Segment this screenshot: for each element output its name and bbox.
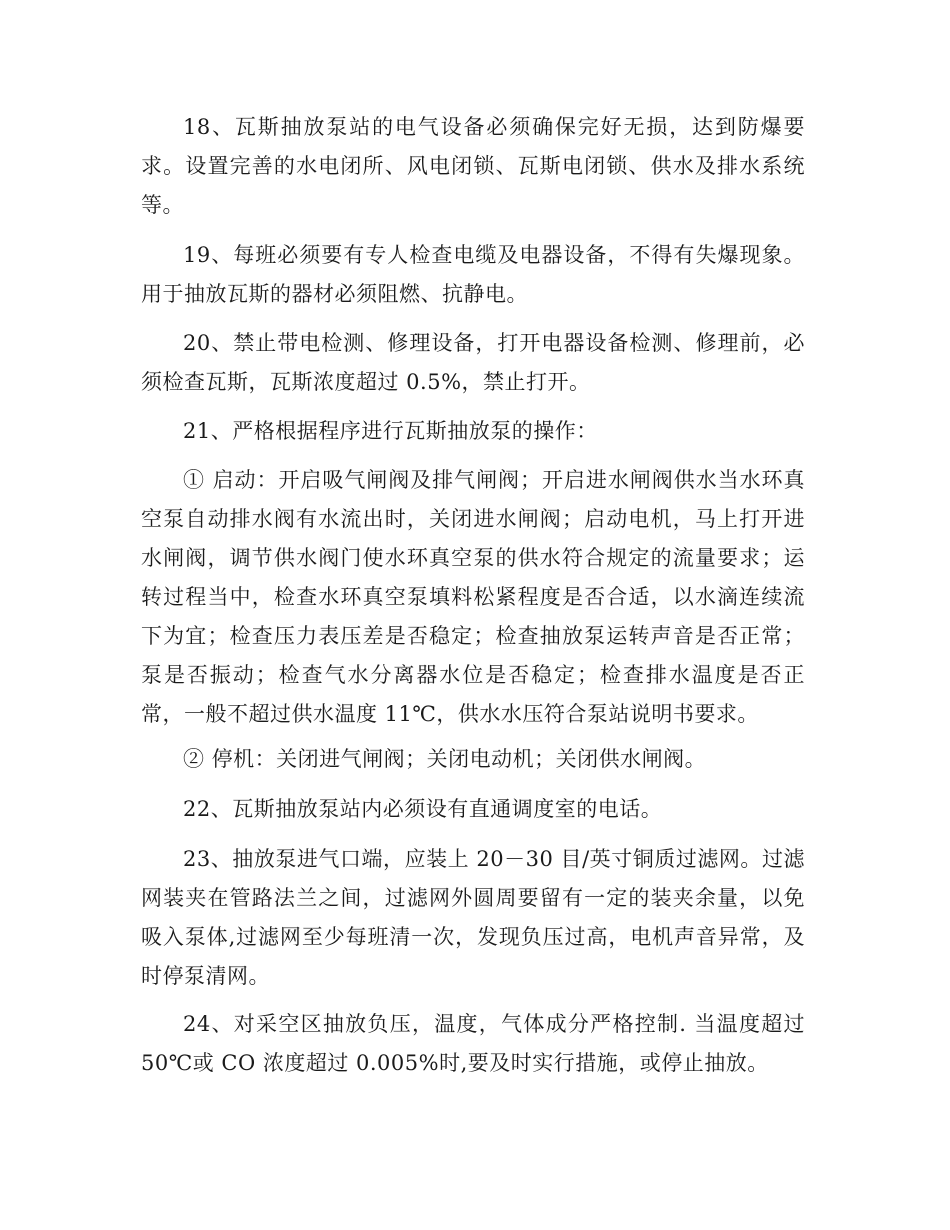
paragraph-item-19: 19、每班必须要有专人检查电缆及电器设备，不得有失爆现象。用于抽放瓦斯的器材必须阻燃、抗静电。 bbox=[141, 243, 805, 306]
paragraph-shutdown-procedure: ② 停机：关闭进气闸阀；关闭电动机；关闭供水闸阀。 bbox=[183, 747, 707, 771]
paragraph-item-23: 23、抽放泵进气口端，应装上 20－30 目/英寸铜质过滤网。过滤网装夹在管路法兰之间，过滤网外圆周要留有一定的装夹余量，以免吸入泵体,过滤网至少每班清一次，发现负压过高，电机声音异常，及时停泵清网。 bbox=[141, 847, 805, 988]
paragraph-item-20: 20、禁止带电检测、修理设备，打开电器设备检测、修理前，必须检查瓦斯，瓦斯浓度超过 0.5%，禁止打开。 bbox=[141, 331, 805, 394]
paragraph-item-22: 22、瓦斯抽放泵站内必须设有直通调度室的电话。 bbox=[183, 797, 663, 821]
paragraph-item-18: 18、瓦斯抽放泵站的电气设备必须确保完好无损，达到防爆要求。设置完善的水电闭所、风电闭锁、瓦斯电闭锁、供水及排水系统等。 bbox=[141, 115, 805, 217]
paragraph-item-24: 24、对采空区抽放负压，温度，气体成分严格控制. 当温度超过 50℃或 CO 浓度超过 0.005%时,要及时实行措施，或停止抽放。 bbox=[141, 1012, 805, 1075]
paragraph-item-21: 21、严格根据程序进行瓦斯抽放泵的操作： bbox=[183, 419, 598, 443]
paragraph-startup-procedure: ① 启动：开启吸气闸阀及排气闸阀；开启进水闸阀供水当水环真空泵自动排水阀有水流出时，关闭进水闸阀；启动电机，马上打开进水闸阀，调节供水阀门使水环真空泵的供水符合规定的流量要求；运转过程当中，检查水环真空泵填料松紧程度是否合适，以水滴连续流下为宜；检查压力表压差是否稳定；检查抽放泵运转声音是否正常；泵是否振动；检查气水分离器水位是否稳定；检查排水温度是否正常，一般不超过供水温度 11℃，供水水压符合泵站说明书要求。 bbox=[141, 468, 805, 726]
